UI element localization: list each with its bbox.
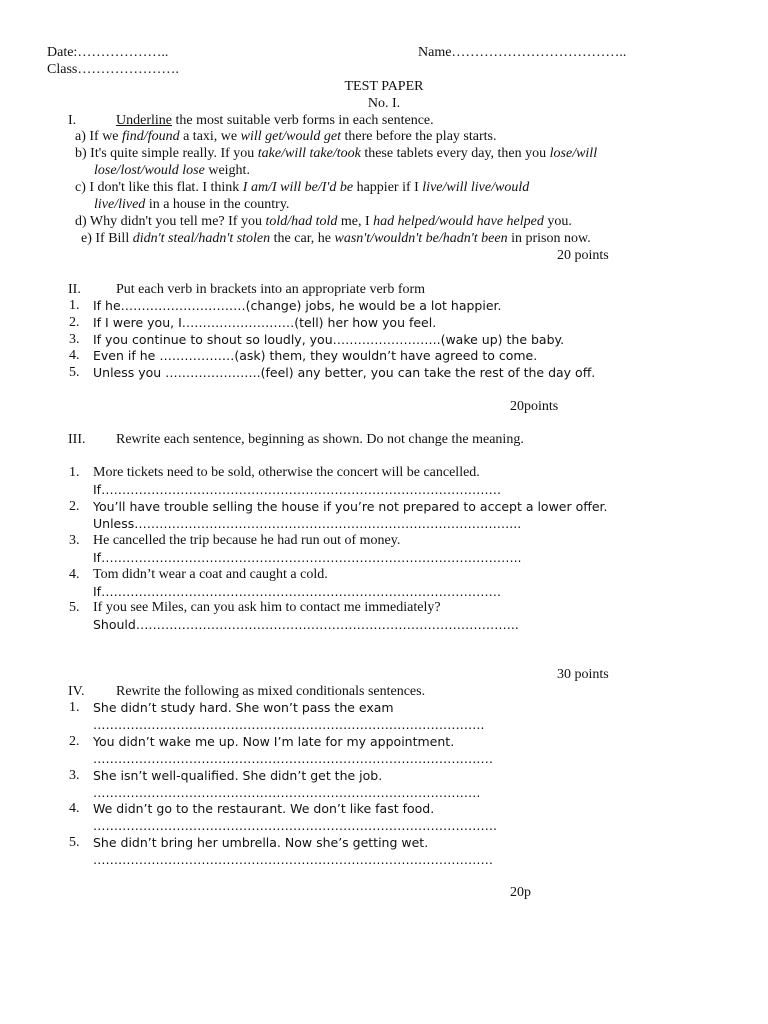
section-1-instruction (116, 112, 434, 129)
s4-item-2: You didn’t wake me up. Now I’m late for my appointment. (93, 734, 455, 749)
s4-item-4-answer-line: ……………………………………………………………………………………. (93, 818, 497, 833)
s3-item-1-answer-line: If…………………………………………………………………………………… (93, 482, 502, 497)
s2-item-3-num: 3. (69, 332, 80, 347)
s2-item-3: If you continue to shout so loudly, you……………………..(wake up) the baby. (93, 332, 565, 347)
s4-item-3: She isn’t well-qualified. She didn’t get the job. (93, 768, 383, 783)
s3-item-3-num: 3. (69, 533, 80, 548)
section-3-number: III. (68, 432, 86, 447)
s3-item-5-num: 5. (69, 600, 80, 615)
question-1e: e) If Bill didn't steal/hadn't stolen the car, he wasn't/wouldn't be/hadn't been in prison now. (81, 231, 591, 246)
section-4-instruction: Rewrite the following as mixed conditionals sentences. (116, 684, 426, 699)
s3-item-4-answer-line: If…………………………………………………………………………………… (93, 584, 502, 599)
class-field: Class…………………. (47, 62, 179, 77)
instruction-underline-word: Underline (116, 113, 172, 128)
page-subtitle: No. I. (367, 96, 401, 111)
instruction-rest: the most suitable verb forms in each sentence. (171, 113, 434, 128)
name-field: Name……………………………….. (418, 45, 627, 60)
section-4-number: IV. (68, 684, 85, 699)
s3-item-3: He cancelled the trip because he had run out of money. (93, 533, 401, 548)
s2-item-5: Unless you …………………..(feel) any better, you can take the rest of the day off. (93, 365, 596, 380)
s3-item-2-num: 2. (69, 499, 80, 514)
s3-item-1: More tickets need to be sold, otherwise the concert will be cancelled. (93, 465, 480, 480)
s4-item-5-answer-line: …………………………………………………………………………………… (93, 852, 493, 867)
s2-item-4-num: 4. (69, 348, 80, 363)
question-1b-cont: lose/lost/would lose weight. (94, 163, 250, 178)
s4-item-5-num: 5. (69, 835, 80, 850)
s2-item-4: Even if he ………………(ask) them, they wouldn’t have agreed to come. (93, 348, 538, 363)
s4-item-3-num: 3. (69, 768, 80, 783)
s3-item-5-answer-line: Should……………………………………………………………………………….. (93, 617, 519, 632)
page-title: TEST PAPER (344, 79, 424, 94)
s4-item-2-answer-line: …………………………………………………………………………………… (93, 751, 493, 766)
section-1-points: 20 points (557, 248, 609, 263)
s3-item-2-answer-line: Unless………………………………………………………………………………... (93, 516, 522, 531)
s3-item-4: Tom didn’t wear a coat and caught a cold. (93, 567, 328, 582)
s4-item-1: She didn’t study hard. She won’t pass the exam (93, 700, 394, 715)
section-3-points: 30 points (557, 667, 609, 682)
date-field: Date:……………….. (47, 45, 169, 60)
s4-item-3-answer-line: ………………………………………………………………………………… (93, 785, 481, 800)
s4-item-4-num: 4. (69, 801, 80, 816)
s3-item-4-num: 4. (69, 567, 80, 582)
s4-item-2-num: 2. (69, 734, 80, 749)
question-1d: d) Why didn't you tell me? If you told/had told me, I had helped/would have helped you. (75, 214, 572, 229)
section-2-points: 20points (510, 399, 559, 414)
section-2-instruction: Put each verb in brackets into an appropriate verb form (116, 282, 426, 297)
section-4-points: 20p (510, 885, 531, 900)
s2-item-2-num: 2. (69, 315, 80, 330)
s3-item-3-answer-line: If……………………………………………………………………………………….. (93, 550, 522, 565)
s2-item-5-num: 5. (69, 365, 80, 380)
s3-item-5: If you see Miles, can you ask him to contact me immediately? (93, 600, 441, 615)
s2-item-1: If he…………………………(change) jobs, he would be a lot happier. (93, 298, 502, 313)
question-1a: a) If we find/found a taxi, we will get/would get there before the play starts. (75, 129, 497, 144)
s2-item-1-num: 1. (69, 298, 80, 313)
s2-item-2: If I were you, I………………………(tell) her how you feel. (93, 315, 437, 330)
s4-item-4: We didn’t go to the restaurant. We don’t like fast food. (93, 801, 435, 816)
section-2-number: II. (68, 282, 81, 297)
s4-item-1-num: 1. (69, 700, 80, 715)
question-1b: b) It's quite simple really. If you take/will take/took these tablets every day, then you lose/will (75, 146, 598, 161)
question-1c-cont: live/lived in a house in the country. (94, 197, 290, 212)
s3-item-2: You’ll have trouble selling the house if you’re not prepared to accept a lower offer. (93, 499, 608, 514)
s4-item-5: She didn’t bring her umbrella. Now she’s getting wet. (93, 835, 429, 850)
s3-item-1-num: 1. (69, 465, 80, 480)
question-1c: c) I don't like this flat. I think I am/I will be/I'd be happier if I live/will live/would (75, 180, 530, 195)
section-1-number: I. (68, 113, 77, 128)
section-3-instruction: Rewrite each sentence, beginning as shown. Do not change the meaning. (116, 432, 524, 447)
s4-item-1-answer-line: …………………………………………………………………………………. (93, 717, 485, 732)
